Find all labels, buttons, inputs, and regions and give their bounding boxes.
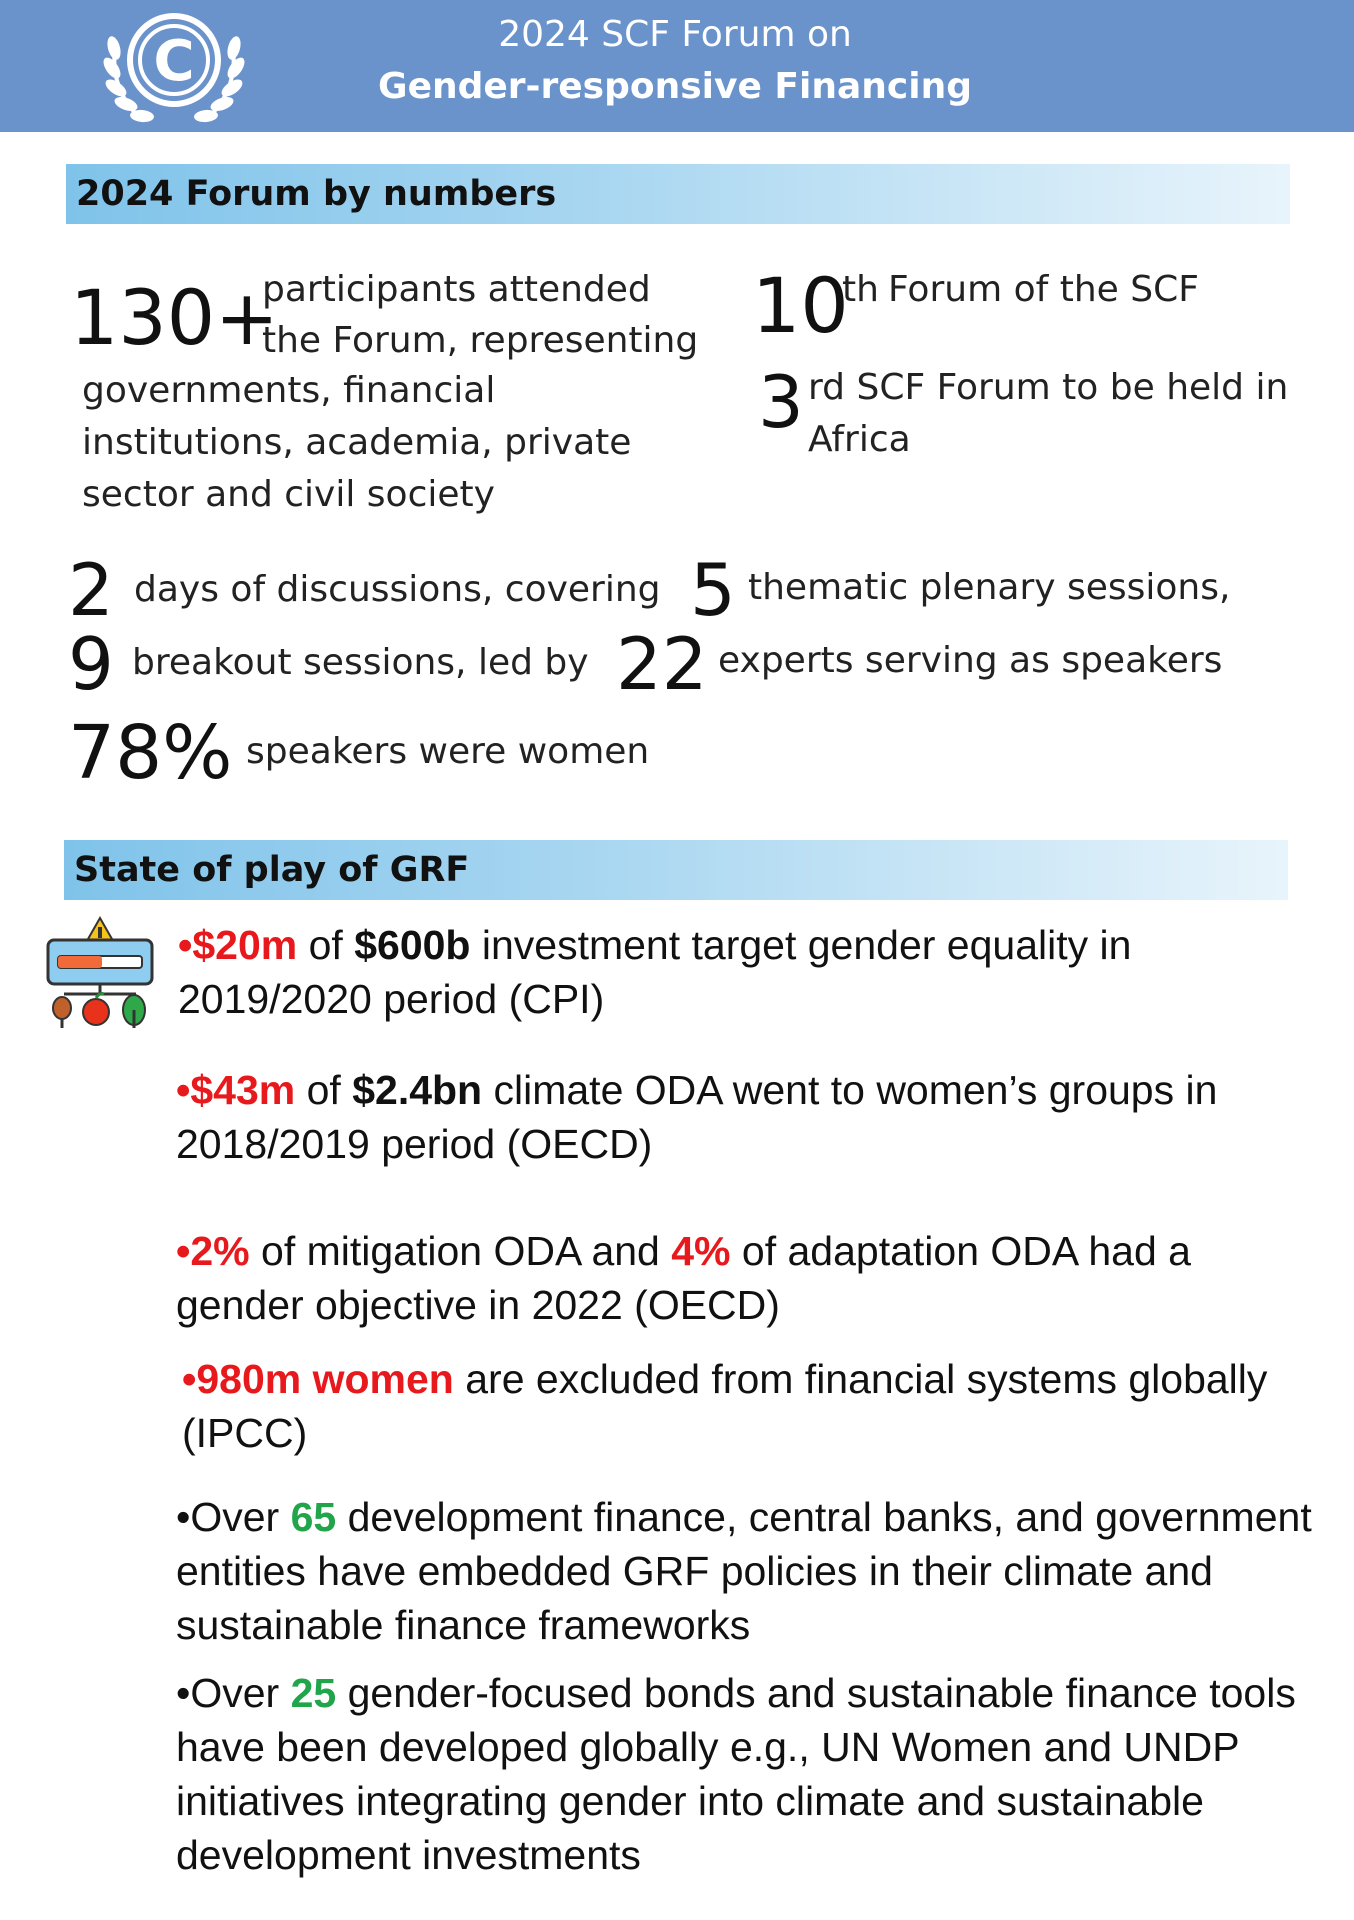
bullet-highlight: 65 [290,1494,337,1540]
participants-text-line1: participants attended [262,269,651,310]
participants-number: 130+ [70,273,279,362]
plenary-text: thematic plenary sessions, [748,567,1231,608]
section-heading-grf [64,840,1288,900]
bullet-highlight: 25 [290,1670,337,1716]
header-title-line1: 2024 SCF Forum on [498,14,852,55]
forum-edition-number: 10 [752,261,849,350]
section-heading-numbers-label: 2024 Forum by numbers [76,174,557,214]
section-heading-grf-label: State of play of GRF [74,850,470,890]
africa-number: 3 [758,360,804,444]
breakout-text: breakout sessions, led by [132,642,589,683]
forum-edition-suffix: th [842,269,879,310]
experts-number: 22 [616,622,708,706]
bullet-item: •$43m of $2.4bn climate ODA went to women’s groups in 2018/2019 period (OECD) [176,1067,1218,1167]
days-number: 2 [68,548,114,632]
gender-finance-icon [44,916,156,1030]
participants-text-line2: the Forum, representing [262,320,699,361]
bullet-highlight: $20m [192,922,298,968]
experts-text: experts serving as speakers [718,640,1223,681]
women-number: 78% [68,710,233,796]
participants-text-rest: governments, financial institutions, academia, private sector and civil society [82,370,632,515]
bullet-highlight: $43m [190,1067,296,1113]
africa-text: rd SCF Forum to be held in Africa [808,367,1289,460]
bullet-highlight: 980m women [196,1356,454,1402]
women-text: speakers were women [246,731,650,772]
bullet-item: •$20m of $600b investment target gender equality in 2019/2020 period (CPI) [178,922,1132,1022]
section-heading-numbers [66,164,1290,224]
forum-edition-text: Forum of the SCF [888,269,1199,310]
bullet-item: •Over 65 development finance, central banks, and government entities have embedded GRF policies in their climate and sustainable finance frameworks [176,1494,1312,1648]
bullet-item: •2% of mitigation ODA and 4% of adaptation ODA had a gender objective in 2022 (OECD) [176,1228,1191,1328]
bullet-item: •Over 25 gender-focused bonds and sustainable finance tools have been developed globally e.g., UN Women and UNDP initiatives integrating gender into climate and sustainable development investments [176,1670,1296,1878]
breakout-number: 9 [68,622,114,706]
bullet-item: •980m women are excluded from financial systems globally (IPCC) [182,1356,1268,1456]
logo-letter: C [153,29,195,94]
bullet-highlight: 2% [190,1228,250,1274]
unfccc-logo [98,6,250,128]
days-text: days of discussions, covering [134,569,661,610]
header-title-line2: Gender-responsive Financing [378,66,972,107]
plenary-number: 5 [690,548,736,632]
header-banner [0,0,1354,132]
